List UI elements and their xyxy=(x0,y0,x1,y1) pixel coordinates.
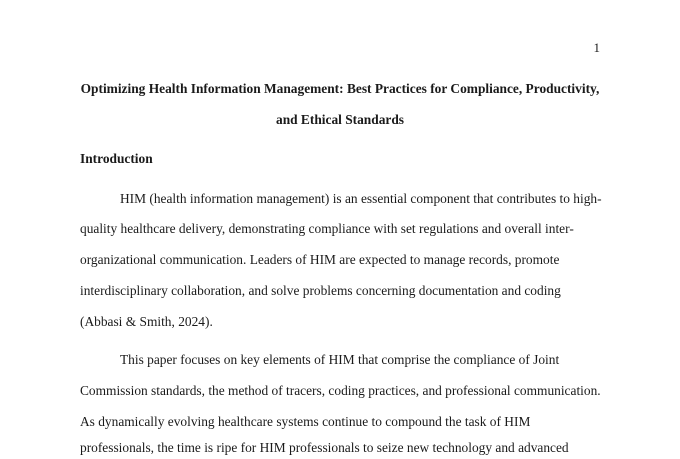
paragraph-1-line: (Abbasi & Smith, 2024). xyxy=(80,314,213,329)
document-title-line-1: Optimizing Health Information Management: Best Practices for Compliance, Productivity, xyxy=(80,81,600,96)
paragraph-1-line: quality healthcare delivery, demonstrating compliance with set regulations and overall inter- xyxy=(80,221,574,236)
paragraph-2-line: Commission standards, the method of tracers, coding practices, and professional communication. xyxy=(80,383,601,398)
paragraph-1-line: interdisciplinary collaboration, and solve problems concerning documentation and coding xyxy=(80,283,561,298)
document-title-line-2: and Ethical Standards xyxy=(276,112,404,127)
paragraph-2-line: This paper focuses on key elements of HIM that comprise the compliance of Joint xyxy=(120,352,560,367)
paragraph-2-line: professionals, the time is ripe for HIM professionals to seize new technology and advanced xyxy=(80,440,569,455)
paragraph-1-line: organizational communication. Leaders of HIM are expected to manage records, promote xyxy=(80,252,560,267)
section-heading-introduction: Introduction xyxy=(80,151,153,166)
paragraph-2-line: As dynamically evolving healthcare systems continue to compound the task of HIM xyxy=(80,414,531,429)
paragraph-1-line: HIM (health information management) is an essential component that contributes to high- xyxy=(120,191,602,206)
page-number: 1 xyxy=(593,40,600,55)
